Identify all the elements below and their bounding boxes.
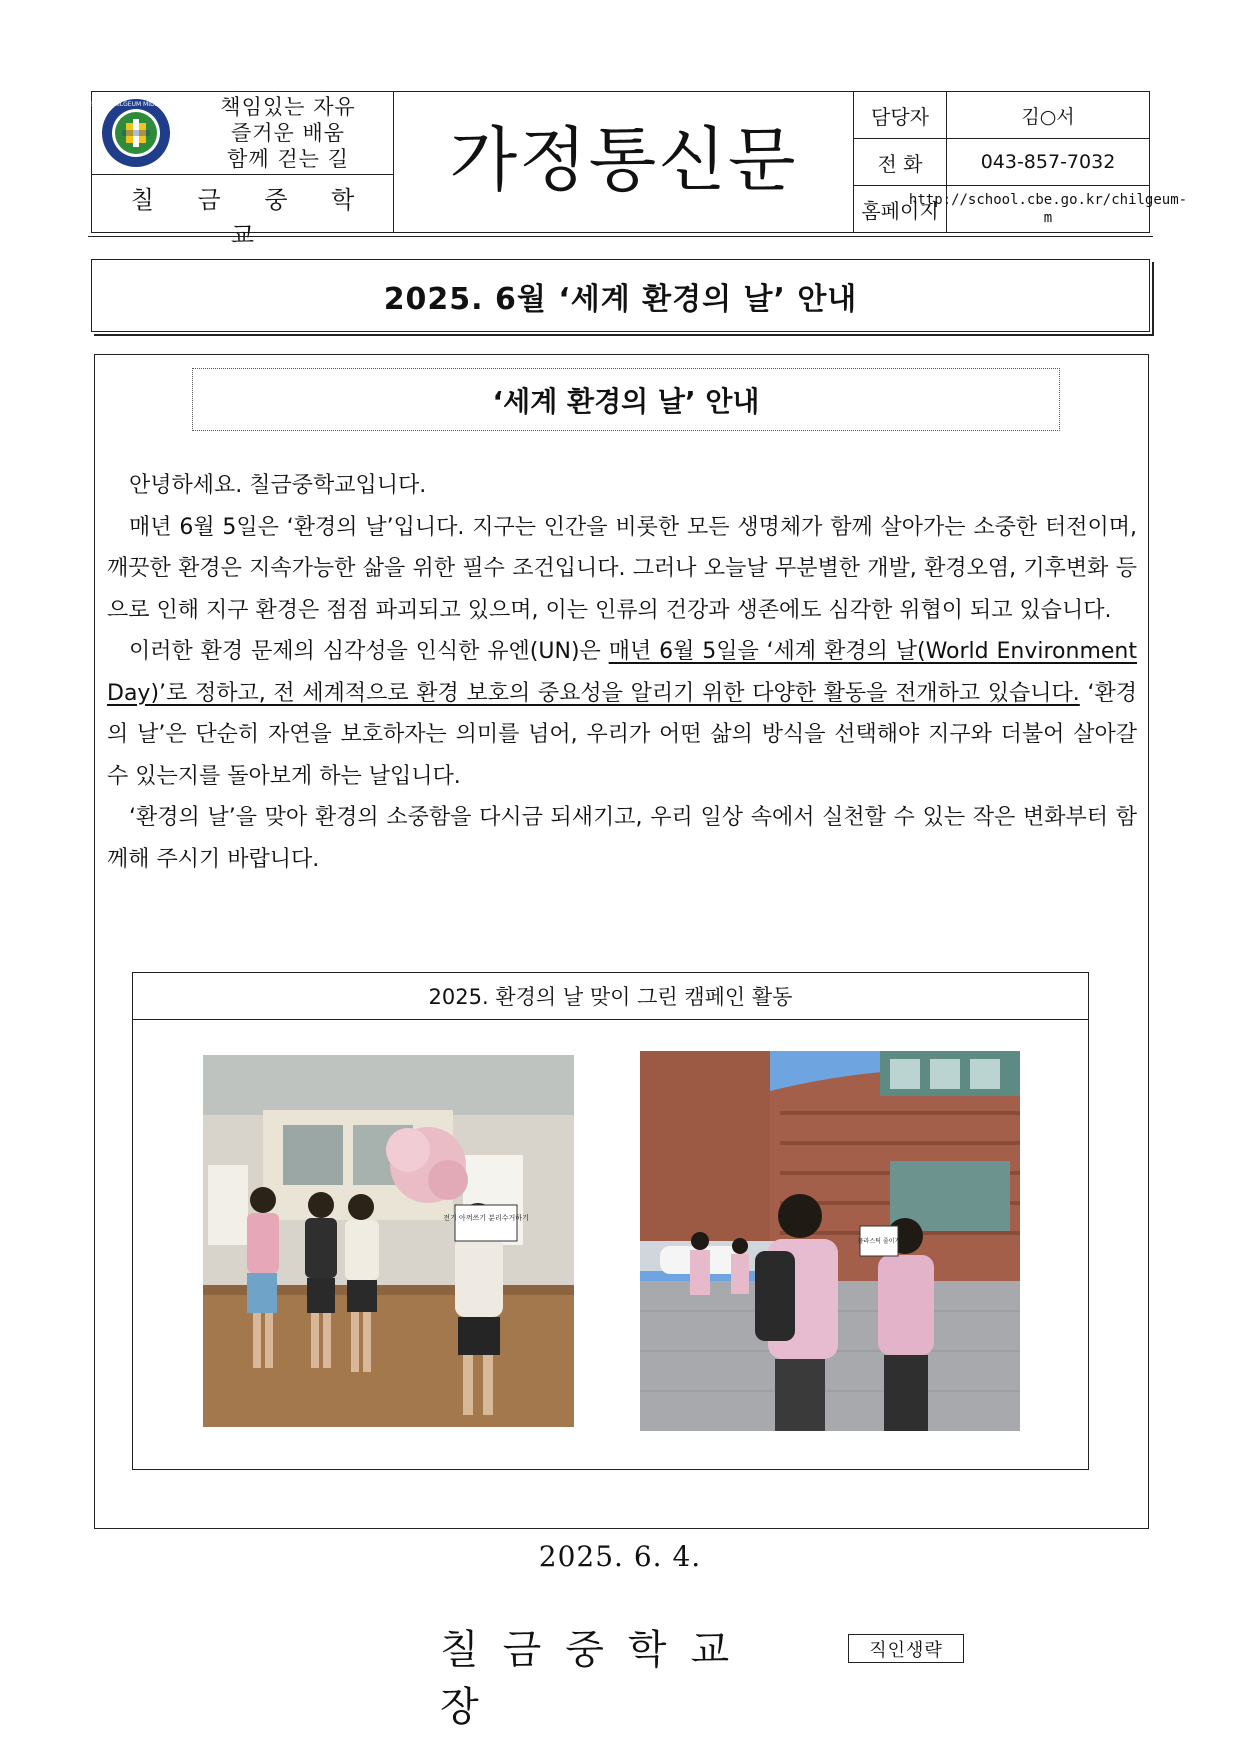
motto-line-3: 함께 걷는 길 [227, 147, 349, 171]
contact-label: 전 화 [854, 139, 947, 185]
letter-header [78, 91, 1188, 249]
contact-row-phone [854, 139, 1149, 186]
campaign-photo-hallway [203, 1055, 574, 1427]
campaign-photo-outdoor [640, 1051, 1020, 1431]
contact-label: 홈페이지 [854, 186, 947, 232]
motto-line-1: 책임있는 자유 [220, 95, 356, 119]
subject-title: 2025. 6월 ‘세계 환경의 날’ 안내 [383, 281, 858, 317]
school-info-box [78, 91, 394, 249]
school-emblem-area [78, 92, 393, 175]
campaign-sign-text: 플라스틱 줄이기 [857, 1238, 901, 1245]
paragraph-un-rest: ‘환경의 날’은 단순히 자연을 보호하자는 의미를 넘어, 우리가 어떤 삶의 방식을 선택해야 지구와 더불어 살아갈 수 있는지를 돌아보게 하는 날입니다. [107, 680, 1137, 789]
title-box [394, 91, 853, 233]
issue-date: 2025. 6. 4. [538, 1540, 702, 1573]
contact-row-person [854, 92, 1149, 139]
notice-body [107, 465, 1137, 880]
page-title: 가정통신문 [449, 119, 798, 201]
principal-signature: 칠금중학교장 [440, 1627, 754, 1730]
notice-content [94, 354, 1149, 1529]
contact-value: 김○서 [1021, 105, 1075, 128]
homepage-link[interactable]: http://school.cbe.go.kr/chilgeum-m [908, 192, 1188, 226]
contact-label: 담당자 [854, 92, 947, 138]
paragraph-closing: ‘환경의 날’을 맞아 환경의 소중함을 다시금 되새기고, 우리 일상 속에서 실천할 수 있는 작은 변화부터 함께해 주시기 바랍니다. [107, 805, 1137, 872]
subject-banner [91, 259, 1150, 332]
paragraph-un [107, 631, 1137, 797]
school-name: 칠 금 중 학 교 [130, 186, 373, 249]
underlined-text: 매년 6월 5일을 ‘세계 환경의 날(World Environment Day)’로 정하고, 전 세계적으로 환경 보호의 중요성을 알리기 위한 다양한 활동을 전개하고 있습니다. [107, 639, 1137, 706]
paragraph-environment-day: 매년 6월 5일은 ‘환경의 날’입니다. 지구는 인간을 비롯한 모든 생명체가 함께 살아가는 소중한 터전이며, 깨끗한 환경은 지속가능한 삶을 위한 필수 조건입니다. 그러나 오늘날 무분별한 개발, 환경오염, 기후변화 등으로 인해 지구 환경은 점점 파괴되고 있으며, 이는 인류의 건강과 생존에도 심각한 위협이 되고 있습니다. [107, 514, 1137, 623]
paragraph-un-intro: 이러한 환경 문제의 심각성을 인식한 유엔(UN)은 [129, 639, 609, 664]
campaign-sign-text: 전기 아껴쓰기 분리수거하기 [443, 1214, 529, 1222]
school-logo-icon [78, 97, 194, 169]
photo-box [132, 972, 1089, 1470]
contact-row-homepage [854, 186, 1188, 232]
contact-value: 043-857-7032 [980, 151, 1116, 173]
logo-text: 칠금중학교 CHILGEUM MIDDLE SCHOOL [78, 101, 194, 108]
notice-title: ‘세계 환경의 날’ 안내 [192, 368, 1060, 431]
school-motto [188, 94, 388, 172]
greeting-paragraph: 안녕하세요. 칠금중학교입니다. [129, 473, 427, 498]
motto-line-2: 즐거운 배움 [230, 121, 346, 145]
contact-info-table [853, 91, 1188, 233]
photo-caption: 2025. 환경의 날 맞이 그린 캠페인 활동 [133, 973, 1088, 1020]
seal-omitted-badge: 직인생략 [848, 1634, 964, 1663]
